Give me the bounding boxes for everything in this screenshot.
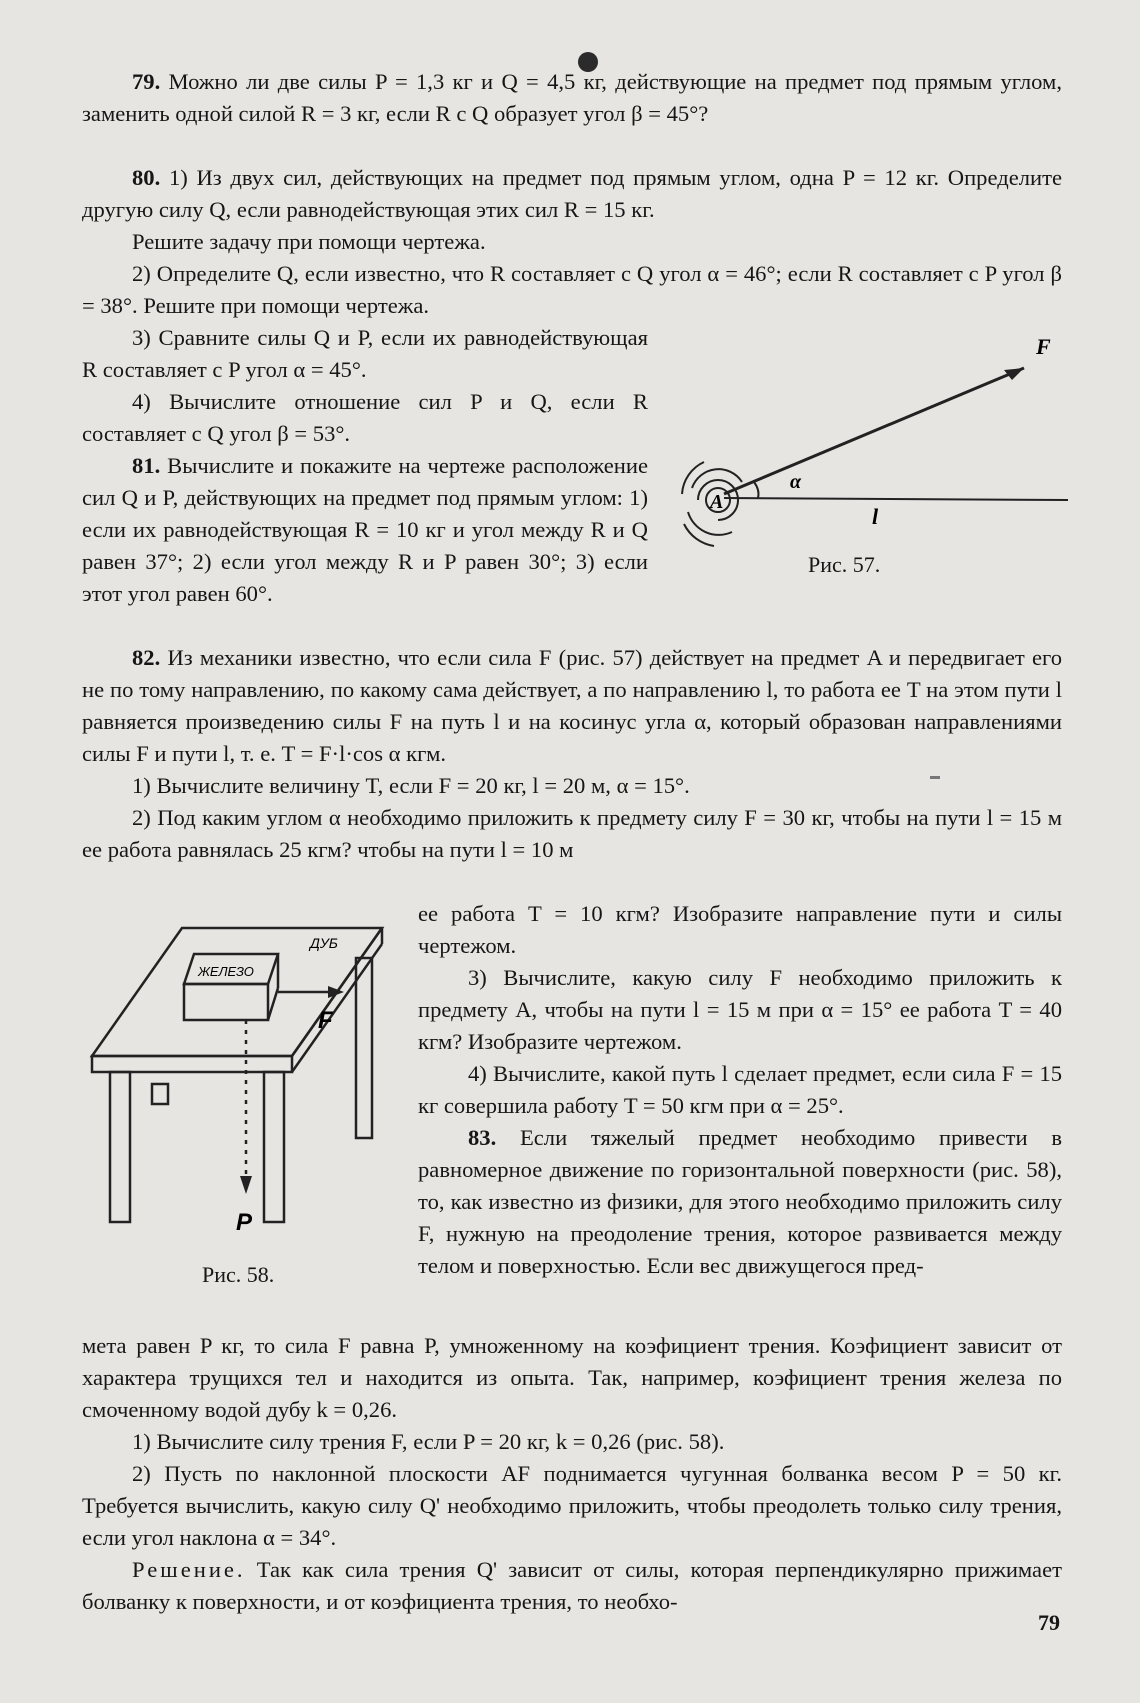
problem-82 — [82, 642, 1062, 866]
figure-58-drawing — [82, 908, 398, 1248]
figure-57 — [668, 328, 1068, 588]
problem-number: 82. — [132, 645, 161, 670]
figure-57-drawing — [668, 328, 1068, 588]
label-force-F: F — [1036, 334, 1051, 359]
label-point-A: A — [710, 491, 724, 513]
problem-82-question-3: 3) Вычислите, какую силу F необходимо приложить к предмету A, чтобы на пути l = 15 м при α = 15° ее работа T = 40 кгм? Изобразите чертежом. — [418, 965, 1062, 1054]
label-weight-P: P — [236, 1209, 253, 1236]
problem-number: 79. — [132, 69, 161, 94]
problem-82-question-2b: ее работа T = 10 кгм? Изобразите направление пути и силы чертежом. — [418, 901, 1062, 958]
problem-80-part-3: 3) Сравните силы Q и P, если их равнодействующая R составляет с P угол α = 45°. — [82, 325, 648, 382]
label-oak: ДУБ — [310, 935, 338, 951]
problem-80-part-2: 2) Определите Q, если известно, что R составляет с Q угол α = 46°; если R составляет с P угол β = 38°. Решите при помощи чертежа. — [82, 261, 1062, 318]
problem-83-question-2: 2) Пусть по наклонной плоскости AF поднимается чугунная болванка весом P = 50 кг. Требуется вычислить, какую силу Q' необходимо приложить, чтобы преодолеть только силу трения, если угол наклона α = 34°. — [82, 1461, 1062, 1550]
problem-81-text: Вычислите и покажите на чертеже расположение сил Q и P, действующих на предмет под прямым углом: 1) если их равнодействующая R = 10 кг и угол между R и Q равен 37°; 2) если угол между R и P равен 30°; 3) если этот угол равен 60°. — [82, 453, 648, 606]
label-iron: ЖЕЛЕЗО — [198, 964, 254, 979]
label-angle-alpha: α — [790, 471, 802, 493]
problem-83-part-a: Если тяжелый предмет необходимо привести в равномерное движение по горизонтальной поверхности (рис. 58), то, как известно из физики, для этого необходимо приложить силу F, нужную на преодоление трения, которое развивается между телом и поверхностью. Если вес движущегося пред- — [418, 1125, 1062, 1278]
figure-57-caption: Рис. 57. — [808, 552, 881, 577]
solution-text: Так как сила трения Q' зависит от силы, которая перпендикулярно прижимает болванку к поверхности, и от коэфициента трения, то необхо- — [82, 1557, 1062, 1614]
figure-58 — [82, 908, 398, 1288]
page-number: 79 — [1038, 1610, 1060, 1635]
problem-82-intro: Из механики известно, что если сила F (рис. 57) действует на предмет A и передвигает его не по тому направлению, по какому сама действует, а по направлению l, то работа ее T на этом пути l равняется произведению силы F на путь l и на косинус угла α, который образован направлениями силы F и пути l, т. е. T = F·l·cos α кгм. — [82, 645, 1062, 766]
narrow-column-top — [82, 322, 648, 610]
problem-82-question-2a: 2) Под каким углом α необходимо приложить к предмету силу F = 30 кг, чтобы на пути l = 15 м ее работа равнялась 25 кгм? чтобы на пути l = 10 м — [82, 805, 1062, 862]
problem-number: 80. — [132, 165, 161, 190]
right-column — [418, 898, 1062, 1282]
problem-80 — [82, 162, 1062, 322]
problem-83-part-b: мета равен P кг, то сила F равна P, умноженному на коэфициент трения. Коэфициент зависит от характера трущихся тел и находится из опыта. Так, например, коэфициент трения железа по смоченному водой дубу k = 0,26. — [82, 1333, 1062, 1422]
problem-83-continued — [82, 1330, 1062, 1618]
problem-number: 81. — [132, 453, 161, 478]
solution-label: Решение. — [132, 1557, 246, 1582]
label-force-F: F — [318, 1007, 333, 1034]
problem-number: 83. — [468, 1125, 497, 1150]
label-path-l: l — [872, 504, 879, 529]
problem-82-question-4: 4) Вычислите, какой путь l сделает предмет, если сила F = 15 кг совершила работу T = 50 кгм при α = 25°. — [418, 1061, 1062, 1118]
problem-80-part-1-note: Решите задачу при помощи чертежа. — [132, 229, 486, 254]
problem-80-part-1: 1) Из двух сил, действующих на предмет под прямым углом, одна P = 12 кг. Определите другую силу Q, если равнодействующая этих сил R = 15 кг. — [82, 165, 1062, 222]
problem-82-question-1: 1) Вычислите величину T, если F = 20 кг, l = 20 м, α = 15°. — [132, 773, 690, 798]
figure-58-caption: Рис. 58. — [202, 1262, 275, 1287]
problem-text: Можно ли две силы P = 1,3 кг и Q = 4,5 кг, действующие на предмет под прямым углом, заменить одной силой R = 3 кг, если R с Q образует угол β = 45°? — [82, 69, 1062, 126]
problem-83-question-1: 1) Вычислите силу трения F, если P = 20 кг, k = 0,26 (рис. 58). — [132, 1429, 725, 1454]
problem-79 — [82, 66, 1062, 130]
problem-80-part-4: 4) Вычислите отношение сил P и Q, если R составляет с Q угол β = 53°. — [82, 389, 648, 446]
